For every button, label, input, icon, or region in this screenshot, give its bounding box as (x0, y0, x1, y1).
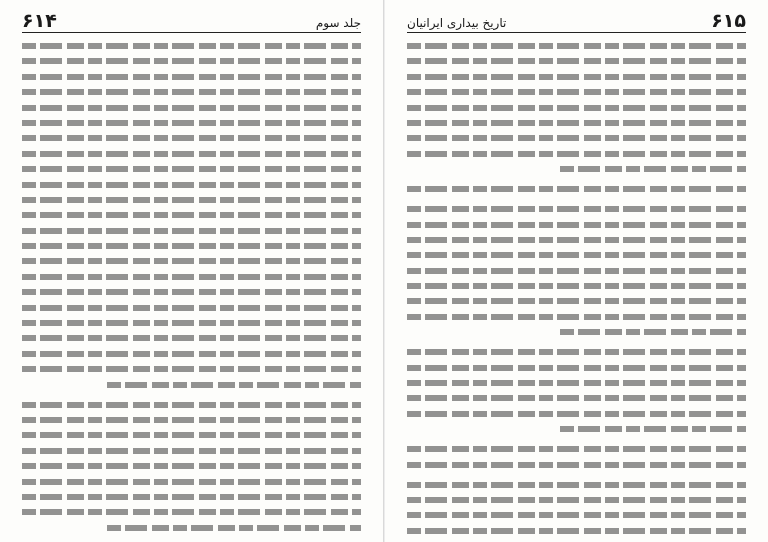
right-page-header (407, 8, 746, 33)
right-page-body (407, 43, 746, 542)
right-page (384, 0, 768, 542)
left-page-number: ۶۱۴ (22, 10, 57, 32)
left-running-head: جلد سوم (315, 16, 361, 30)
right-page-number: ۶۱۵ (711, 10, 746, 32)
right-running-head: تاریخ بیداری ایرانیان (407, 16, 507, 30)
left-page-body (22, 43, 361, 542)
left-page-header (22, 8, 361, 33)
